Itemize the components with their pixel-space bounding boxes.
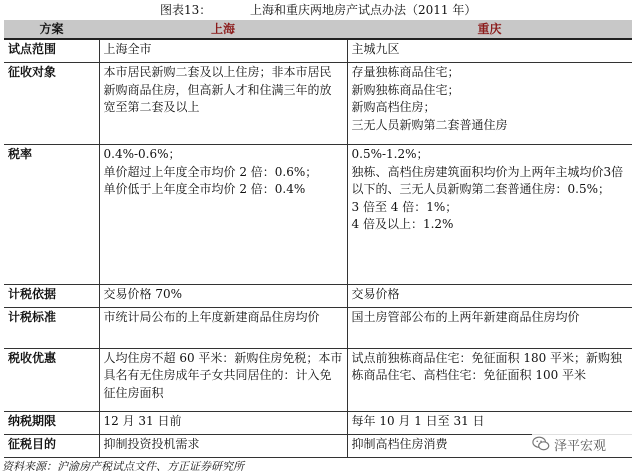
cell-text: 单价低于上年度全市均价 2 倍：0.4% — [103, 182, 306, 197]
cell-text: 抑制投资投机需求 — [103, 436, 200, 451]
table-row — [4, 63, 632, 145]
cell-text: 12 月 31 日前 — [103, 413, 182, 428]
watermark-text: 泽平宏观 — [554, 438, 607, 454]
cell-text: 新购独栋商品住宅； — [351, 82, 460, 97]
shanghai-cell — [99, 308, 347, 349]
cell-text: 存量独栋商品住宅； — [351, 65, 460, 80]
row-label: 纳税期限 — [4, 411, 99, 434]
shanghai-cell — [99, 63, 347, 145]
header-shanghai: 上海 — [99, 20, 347, 39]
table-header-row — [4, 20, 632, 39]
wechat-icon — [532, 435, 550, 453]
row-label: 税收优惠 — [4, 348, 99, 411]
chongqing-cell — [347, 63, 632, 145]
cell-text: 主城九区 — [351, 42, 400, 56]
table-row — [4, 145, 632, 285]
cell-text: 试点前独栋商品住宅：免征面积 180 平米；新购独栋商品住宅、高档住宅：免征面积 100 平米 — [351, 350, 623, 383]
row-label: 税率 — [4, 145, 99, 285]
cell-text: 交易价格 — [351, 287, 400, 302]
row-label: 征收对象 — [4, 63, 99, 145]
figure-title: 上海和重庆两地房产试点办法（2011 年） — [250, 3, 477, 17]
shanghai-cell — [99, 145, 347, 285]
cell-text: 4 倍及以上：1.2% — [351, 217, 454, 232]
cell-text: 本市居民新购二套及以上住房；非本市居民新购商品住房，但高新人才和住满三年的放宽至第二套及以上 — [103, 65, 332, 115]
row-label: 计税标准 — [4, 308, 99, 349]
cell-text: 3 倍至 4 倍：1%； — [351, 199, 458, 214]
cell-text: 市统计局公布的上年度新建商品住房均价 — [103, 310, 320, 325]
table-row — [4, 39, 632, 63]
table-row — [4, 411, 632, 434]
shanghai-cell — [99, 411, 347, 434]
chongqing-cell — [347, 39, 632, 63]
watermark — [532, 434, 636, 454]
chongqing-cell — [347, 145, 632, 285]
cell-text: 单价超过上年度全市均价 2 倍：0.6%； — [103, 164, 318, 179]
table-row — [4, 285, 632, 308]
source-note: 资料来源：沪渝房产税试点文件、方正证券研究所 — [2, 460, 244, 473]
shanghai-cell — [99, 285, 347, 308]
header-chongqing: 重庆 — [347, 20, 632, 39]
cell-text: 新购高档住房； — [351, 100, 436, 115]
shanghai-cell — [99, 348, 347, 411]
chongqing-cell — [347, 308, 632, 349]
cell-text: 国土房管部公布的上两年新建商品住房均价 — [351, 310, 580, 325]
chongqing-cell — [347, 411, 632, 434]
chongqing-cell — [347, 285, 632, 308]
cell-text: 独栋、高档住房建筑面积均价为上两年主城均价3倍以下的、三无人员新购第二套普通住房：0.5%； — [351, 164, 624, 197]
cell-text: 上海全市 — [103, 42, 152, 56]
figure-caption — [0, 2, 640, 18]
cell-text: 0.4%-0.6%； — [103, 147, 181, 162]
shanghai-cell — [99, 39, 347, 63]
cell-text: 三无人员新购第二套普通住房 — [351, 117, 508, 132]
shanghai-cell — [99, 434, 347, 457]
header-plan: 方案 — [4, 20, 99, 39]
policy-comparison-table — [4, 20, 632, 458]
figure-number: 图表13： — [160, 3, 212, 17]
table-row — [4, 308, 632, 349]
row-label: 征税目的 — [4, 434, 99, 457]
cell-text: 交易价格 70% — [103, 287, 182, 302]
cell-text: 人均住房不超 60 平米：新购住房免税；本市具名有无住房成年子女共同居住的：计入免征住房面积 — [103, 350, 343, 400]
cell-text: 每年 10 月 1 日至 31 日 — [351, 413, 485, 428]
table-row — [4, 348, 632, 411]
cell-text: 抑制高档住房消费 — [351, 436, 448, 451]
row-label: 试点范围 — [4, 39, 99, 63]
chongqing-cell — [347, 348, 632, 411]
row-label: 计税依据 — [4, 285, 99, 308]
cell-text: 0.5%-1.2%； — [351, 147, 429, 162]
